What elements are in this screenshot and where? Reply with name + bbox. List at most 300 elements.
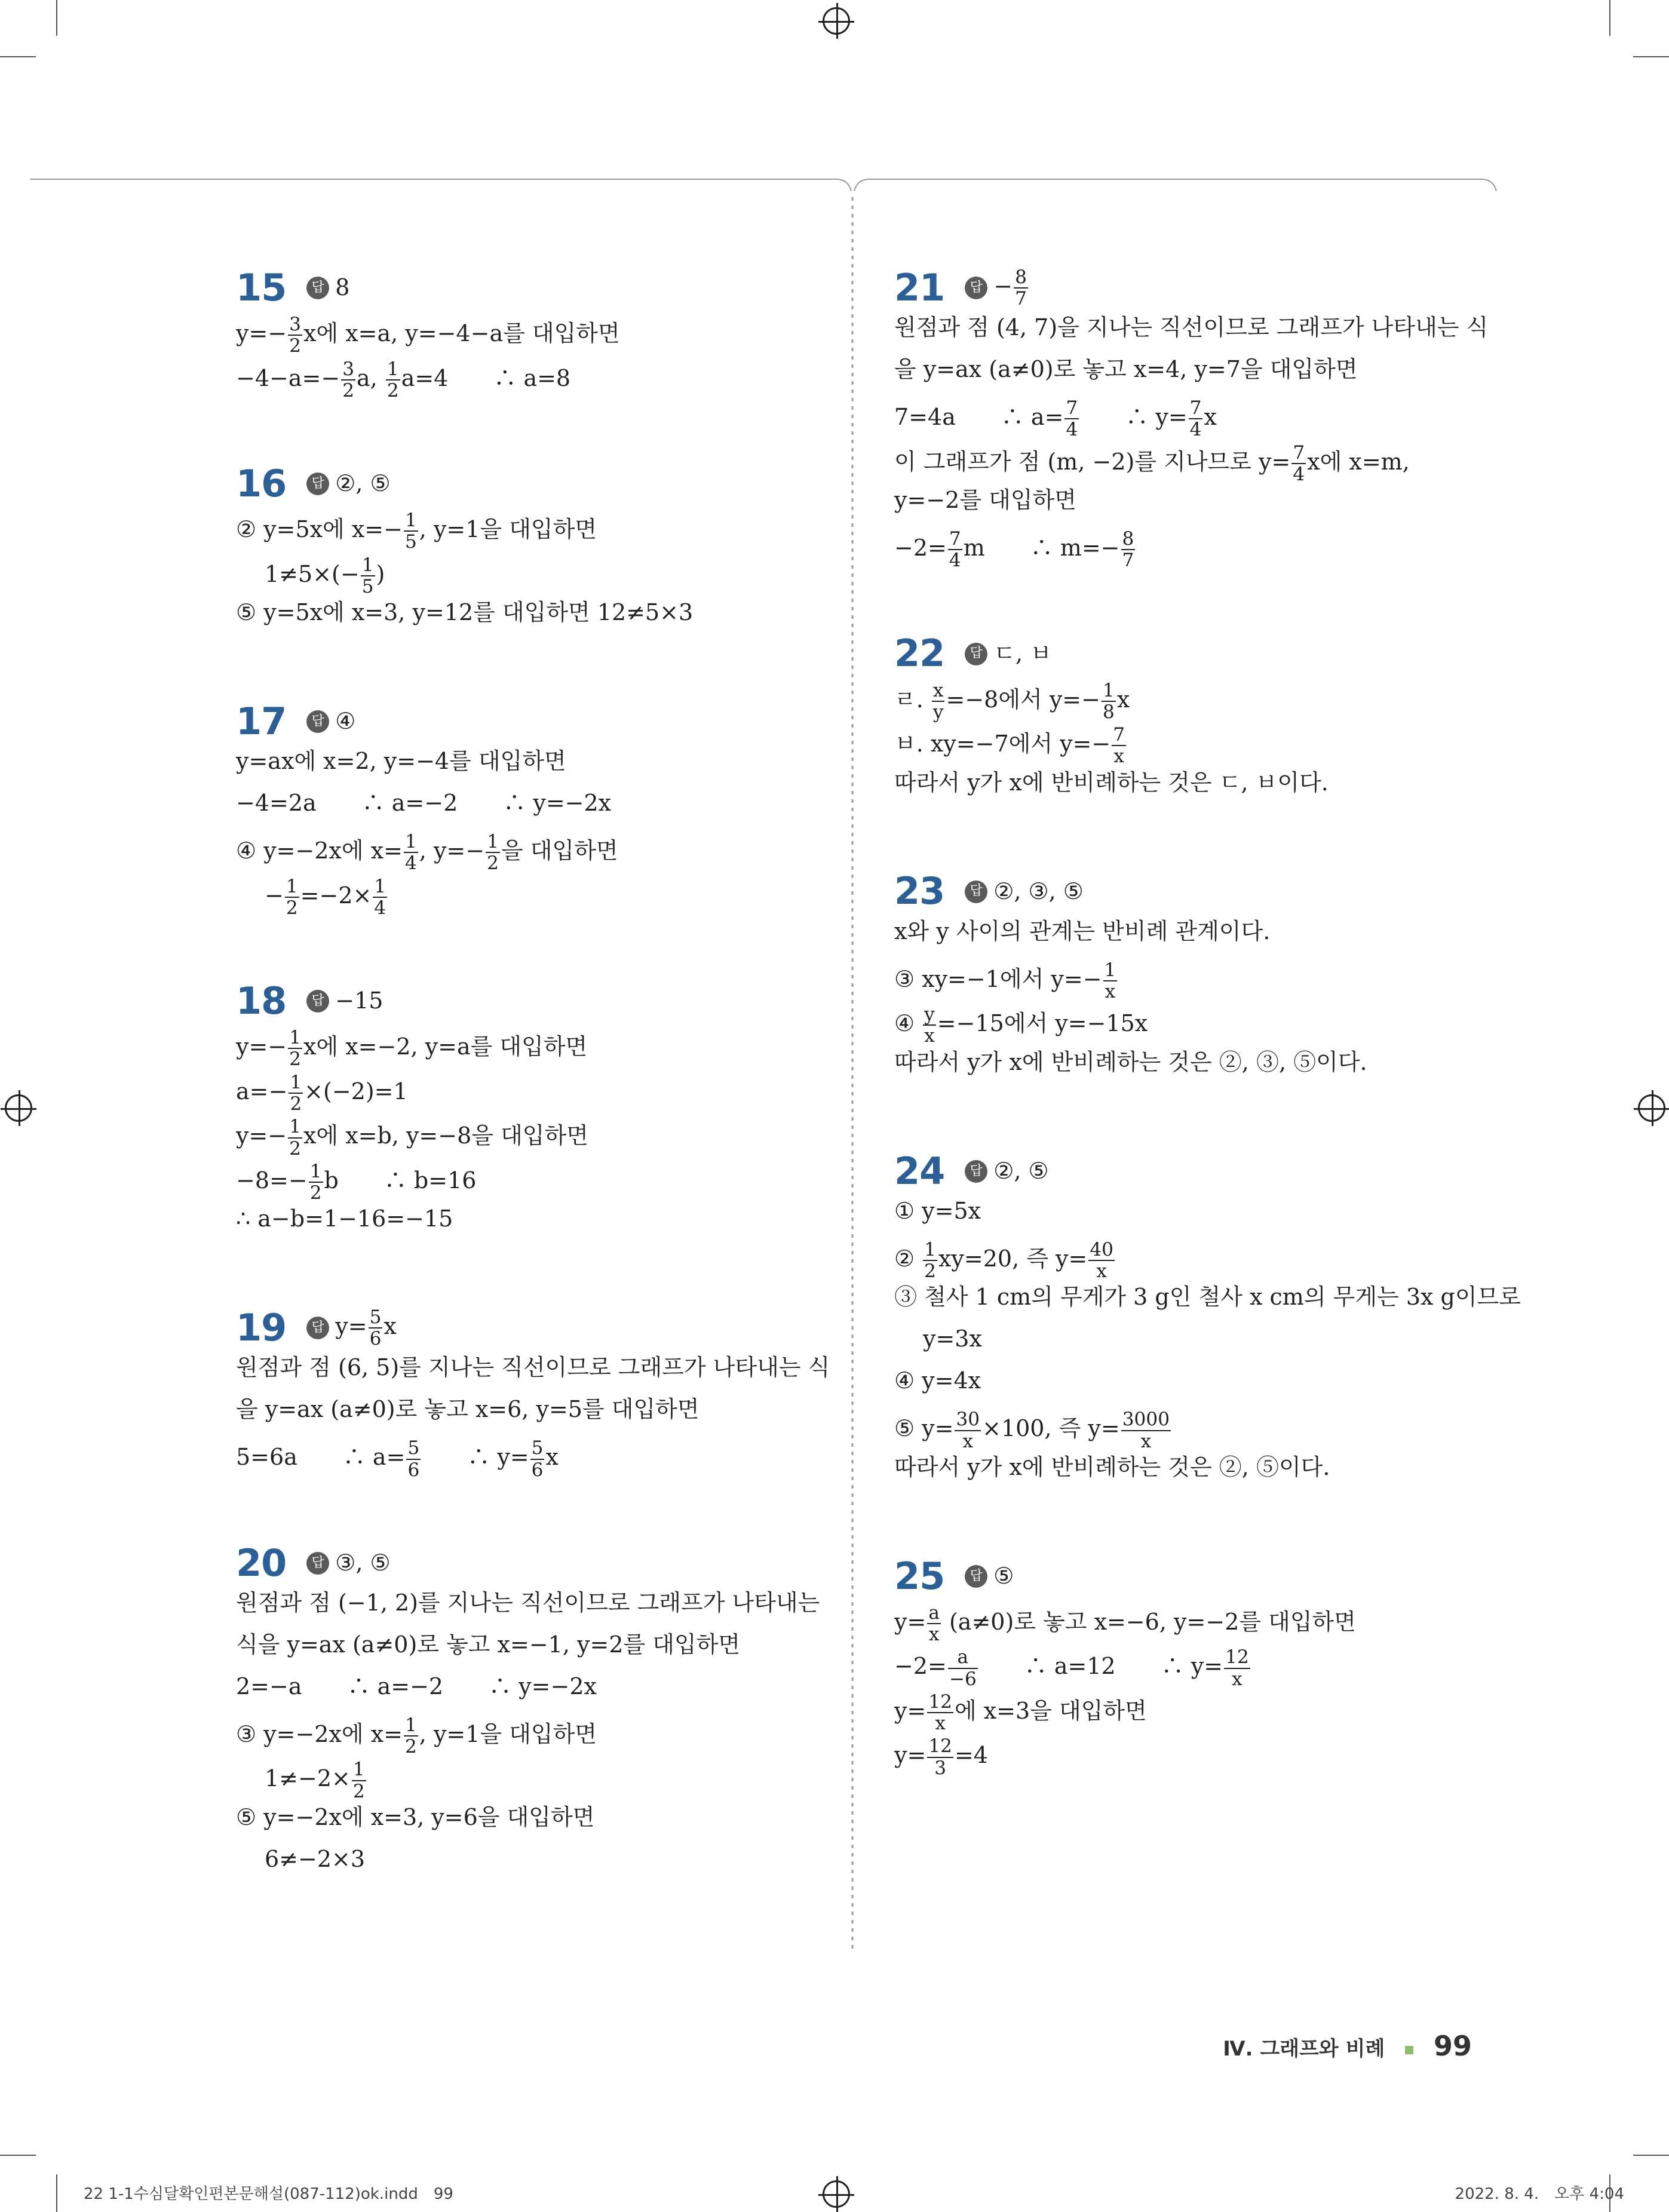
text-run: ② bbox=[894, 1245, 922, 1272]
text-run: x bbox=[545, 1444, 559, 1471]
solution-line bbox=[894, 1602, 1480, 1646]
text-run: , y=− bbox=[419, 837, 485, 864]
text-run: 따라서 y가 x에 반비례하는 것은 ㄷ, ㅂ이다. bbox=[894, 769, 1329, 796]
problem-header bbox=[236, 1303, 821, 1353]
fraction bbox=[406, 1438, 421, 1480]
fraction bbox=[948, 529, 962, 571]
text-run: a, bbox=[357, 364, 385, 391]
solution-line bbox=[894, 1196, 1480, 1238]
denominator: 6 bbox=[407, 1459, 420, 1481]
fraction bbox=[373, 876, 387, 919]
problem-header bbox=[894, 629, 1480, 679]
text-run: x에 x=a, y=−4−a를 대입하면 bbox=[303, 320, 620, 346]
problem-header bbox=[894, 867, 1480, 917]
problem-header bbox=[236, 459, 821, 509]
registration-mark-bottom bbox=[823, 2180, 850, 2208]
text-run: =4 bbox=[954, 1742, 988, 1769]
text-run: 원점과 점 (6, 5)를 지나는 직선이므로 그래프가 나타내는 식 bbox=[236, 1354, 830, 1381]
text-run: 1≠5×(− bbox=[265, 560, 360, 587]
numerator: 3000 bbox=[1122, 1409, 1170, 1431]
solution-line bbox=[894, 768, 1480, 810]
denominator: 2 bbox=[924, 1260, 936, 1282]
text-run: 5=6a ∴ a= bbox=[236, 1444, 406, 1471]
text-run: ① y=5x bbox=[894, 1197, 981, 1224]
answer-badge-icon: 답 bbox=[965, 643, 987, 665]
problem-22 bbox=[894, 629, 1480, 810]
answer-value: ②, ⑤ bbox=[993, 1157, 1049, 1184]
problem-header bbox=[236, 263, 821, 313]
solution-line bbox=[894, 959, 1480, 1004]
numerator: 7 bbox=[1293, 441, 1305, 464]
text-run: ③ y=−2x에 x= bbox=[236, 1720, 403, 1747]
fraction bbox=[288, 1116, 302, 1159]
denominator: x bbox=[928, 1624, 940, 1646]
denominator: 2 bbox=[404, 1736, 417, 1758]
denominator: 2 bbox=[286, 897, 298, 919]
answer-badge-icon: 답 bbox=[306, 277, 329, 299]
text-run: y=3x bbox=[923, 1326, 982, 1352]
solution-line bbox=[894, 1048, 1480, 1090]
denominator: x bbox=[962, 1430, 974, 1452]
numerator: 30 bbox=[956, 1409, 980, 1431]
text-run: a=4 ∴ a=8 bbox=[401, 364, 571, 391]
denominator: 2 bbox=[352, 1780, 365, 1802]
text-run: 을 y=ax (a≠0)로 놓고 x=4, y=7을 대입하면 bbox=[894, 356, 1358, 382]
text-run: x bbox=[1116, 686, 1130, 713]
solution-line bbox=[236, 1353, 830, 1395]
fraction bbox=[1224, 1647, 1250, 1689]
text-run: 1≠−2× bbox=[265, 1765, 351, 1792]
answer-value: ④ bbox=[335, 708, 356, 735]
solution-line bbox=[236, 1395, 821, 1437]
text-run: x bbox=[383, 1312, 397, 1339]
text-run: −4−a=− bbox=[236, 364, 340, 391]
problem-19 bbox=[236, 1303, 830, 1481]
text-run: ④ y=4x bbox=[894, 1367, 981, 1394]
text-run: , y=1을 대입하면 bbox=[419, 516, 597, 542]
text-run: ㄹ. bbox=[894, 686, 931, 713]
text-run: 2=−a ∴ a=−2 ∴ y=−2x bbox=[236, 1673, 597, 1699]
denominator: 8 bbox=[1102, 701, 1115, 723]
numerator: 12 bbox=[1225, 1646, 1249, 1668]
numerator: 5 bbox=[531, 1437, 544, 1459]
text-run: 이 그래프가 점 (m, −2)를 지나므로 y= bbox=[894, 448, 1291, 475]
solution-line bbox=[894, 1691, 1480, 1735]
numerator: 1 bbox=[286, 875, 298, 897]
numerator: 1 bbox=[1104, 959, 1116, 981]
numerator: 1 bbox=[289, 1027, 301, 1049]
problem-23 bbox=[894, 867, 1480, 1090]
fraction bbox=[288, 314, 302, 357]
text-run: ×(−2)=1 bbox=[304, 1078, 408, 1105]
numerator: 40 bbox=[1090, 1238, 1113, 1260]
text-run: y=− bbox=[236, 320, 287, 346]
fraction bbox=[1121, 529, 1136, 571]
text-run: ∴ a=12 ∴ y= bbox=[978, 1653, 1223, 1680]
text-run: 따라서 y가 x에 반비례하는 것은 ②, ③, ⑤이다. bbox=[894, 1048, 1367, 1075]
numerator: 1 bbox=[404, 510, 417, 532]
numerator: a bbox=[928, 1602, 940, 1624]
solution-line bbox=[894, 679, 1480, 724]
denominator: −6 bbox=[949, 1668, 977, 1690]
text-run: y=− bbox=[236, 1122, 287, 1149]
numerator: 1 bbox=[487, 831, 499, 853]
denominator: 7 bbox=[1122, 550, 1134, 572]
answer-badge-icon: 답 bbox=[306, 1552, 329, 1575]
answer-value: ③, ⑤ bbox=[335, 1550, 391, 1576]
text-run: ㅂ. xy=−7에서 y=− bbox=[894, 730, 1111, 757]
text-run: x에 x=b, y=−8을 대입하면 bbox=[303, 1122, 588, 1149]
denominator: y bbox=[932, 701, 944, 723]
problem-number: 15 bbox=[236, 265, 287, 309]
print-slug-date: 2022. 8. 4. 오후 4:04 bbox=[1455, 2185, 1624, 2203]
answer-badge-icon: 답 bbox=[306, 1317, 329, 1339]
denominator: 3 bbox=[934, 1757, 947, 1779]
numerator: 5 bbox=[369, 1306, 382, 1329]
problem-number: 19 bbox=[236, 1306, 287, 1350]
problem-number: 22 bbox=[894, 631, 945, 676]
text-run: y= bbox=[894, 1608, 926, 1635]
fraction bbox=[386, 359, 400, 401]
solution-line bbox=[894, 441, 1480, 486]
solution-line bbox=[894, 313, 1489, 355]
numerator: 1 bbox=[361, 554, 374, 576]
fraction bbox=[1102, 680, 1116, 723]
solution-line bbox=[236, 358, 821, 403]
text-run: x와 y 사이의 관계는 반비례 관계이다. bbox=[894, 918, 1271, 944]
numerator: 1 bbox=[290, 1071, 302, 1093]
solution-line bbox=[236, 875, 821, 920]
denominator: 4 bbox=[404, 852, 417, 875]
fraction bbox=[309, 1161, 323, 1204]
fraction bbox=[404, 510, 418, 553]
fraction bbox=[927, 1692, 953, 1734]
text-run: (a≠0)로 놓고 x=−6, y=−2를 대입하면 bbox=[941, 1608, 1356, 1635]
text-run: 원점과 점 (4, 7)을 지나는 직선이므로 그래프가 나타내는 식 bbox=[894, 314, 1489, 340]
numerator: 12 bbox=[928, 1735, 952, 1757]
numerator: x bbox=[932, 680, 945, 702]
denominator: x bbox=[1096, 1260, 1107, 1282]
solution-line bbox=[894, 1003, 1480, 1048]
registration-mark-right bbox=[1638, 1094, 1665, 1122]
solution-line bbox=[236, 554, 821, 599]
solution-line bbox=[236, 747, 821, 789]
text-run: ⑤ y=−2x에 x=3, y=6을 대입하면 bbox=[236, 1803, 595, 1830]
answer-badge-icon: 답 bbox=[306, 990, 329, 1013]
solution-line bbox=[236, 1672, 821, 1714]
solution-line bbox=[894, 1735, 1480, 1780]
solution-line bbox=[236, 1588, 821, 1630]
fraction bbox=[1121, 1409, 1171, 1452]
problem-number: 17 bbox=[236, 699, 287, 743]
fraction bbox=[404, 1715, 418, 1757]
numerator: 3 bbox=[342, 358, 355, 380]
problem-16 bbox=[236, 459, 821, 640]
text-run: ④ bbox=[894, 1010, 922, 1036]
numerator: 1 bbox=[289, 1116, 301, 1138]
text-run: a=− bbox=[236, 1078, 288, 1105]
fraction bbox=[1103, 960, 1118, 1002]
problem-number: 20 bbox=[236, 1541, 287, 1585]
denominator: 7 bbox=[1015, 288, 1027, 309]
numerator: a bbox=[948, 1647, 978, 1668]
text-run: 을 대입하면 bbox=[501, 837, 618, 864]
answer-badge-icon: 답 bbox=[965, 1160, 987, 1183]
solution-line bbox=[236, 1714, 821, 1759]
text-run: y=−2를 대입하면 bbox=[894, 487, 1076, 514]
numerator: 8 bbox=[1122, 528, 1134, 550]
denominator: 4 bbox=[949, 550, 961, 572]
problem-21 bbox=[894, 263, 1489, 572]
solution-line bbox=[236, 1845, 821, 1886]
answer-value bbox=[335, 1307, 397, 1349]
solution-line bbox=[236, 789, 821, 830]
problem-header bbox=[894, 1551, 1480, 1602]
text-run: 원점과 점 (−1, 2)를 지나는 직선이므로 그래프가 나타내는 bbox=[236, 1589, 820, 1616]
denominator: x bbox=[1113, 745, 1124, 768]
text-run: − bbox=[265, 882, 284, 909]
denominator: 2 bbox=[290, 1093, 302, 1115]
solution-line bbox=[894, 1366, 1480, 1408]
page-footer bbox=[1223, 2030, 1472, 2062]
denominator: x bbox=[1105, 980, 1116, 1002]
problem-25 bbox=[894, 1551, 1480, 1780]
solution-line bbox=[236, 1115, 821, 1160]
answer-value: ⑤ bbox=[993, 1562, 1014, 1589]
problem-number: 24 bbox=[894, 1149, 945, 1193]
fraction bbox=[955, 1409, 981, 1452]
denominator: 2 bbox=[309, 1182, 322, 1204]
problem-number: 18 bbox=[236, 978, 287, 1023]
denominator: 2 bbox=[386, 379, 399, 401]
numerator: 1 bbox=[404, 831, 417, 853]
fraction bbox=[923, 1240, 937, 1282]
text-run: 7=4a ∴ a= bbox=[894, 403, 1064, 430]
text-run: 을 y=ax (a≠0)로 놓고 x=6, y=5를 대입하면 bbox=[236, 1396, 699, 1423]
text-run: y=ax에 x=2, y=−4를 대입하면 bbox=[236, 748, 566, 775]
text-run: 식을 y=ax (a≠0)로 놓고 x=−1, y=2를 대입하면 bbox=[236, 1631, 741, 1658]
numerator: 7 bbox=[1113, 724, 1125, 746]
numerator: y bbox=[924, 1004, 935, 1026]
answer-badge-icon: 답 bbox=[965, 277, 987, 299]
fraction bbox=[927, 1603, 941, 1645]
fraction bbox=[369, 1307, 383, 1349]
answer-value: ②, ③, ⑤ bbox=[993, 878, 1084, 904]
solution-line bbox=[894, 1324, 1480, 1366]
problem-17 bbox=[236, 697, 821, 919]
numerator: 1 bbox=[386, 358, 399, 380]
denominator: 4 bbox=[1293, 463, 1305, 485]
answer-value: −15 bbox=[335, 987, 383, 1014]
solution-line bbox=[236, 598, 821, 640]
fraction bbox=[361, 555, 375, 597]
text-run: 따라서 y가 x에 반비례하는 것은 ②, ⑤이다. bbox=[894, 1453, 1330, 1480]
fraction bbox=[404, 832, 418, 874]
solution-line bbox=[894, 486, 1480, 527]
text-run: =−8에서 y=− bbox=[946, 686, 1100, 713]
solution-line bbox=[236, 1803, 821, 1845]
fraction bbox=[289, 1072, 303, 1115]
fraction bbox=[1291, 443, 1306, 485]
text-run: =−15에서 y=−15x bbox=[937, 1010, 1148, 1036]
numerator: 1 bbox=[1102, 679, 1115, 701]
denominator: 2 bbox=[289, 335, 301, 357]
solution-line bbox=[894, 1238, 1480, 1283]
solution-line bbox=[894, 355, 1480, 397]
text-run: y=− bbox=[236, 1033, 287, 1060]
text-run: −8=− bbox=[236, 1167, 308, 1194]
fraction bbox=[530, 1438, 545, 1480]
text-run: −2= bbox=[894, 534, 947, 561]
text-run: ∴ y= bbox=[1080, 403, 1188, 430]
numerator: 1 bbox=[374, 875, 386, 897]
text-run: 6≠−2×3 bbox=[265, 1845, 366, 1872]
solution-line bbox=[894, 917, 1480, 959]
solution-line bbox=[236, 1758, 821, 1803]
text-run: ③ xy=−1에서 y=− bbox=[894, 965, 1102, 992]
text-run: y= bbox=[894, 1742, 926, 1769]
solution-line bbox=[236, 1204, 821, 1246]
registration-mark-top bbox=[823, 7, 850, 35]
text-run: x에 x=m, bbox=[1307, 448, 1410, 475]
fraction bbox=[1014, 267, 1028, 309]
page-number: 99 bbox=[1433, 2030, 1472, 2062]
text-run: =−2× bbox=[300, 882, 372, 909]
solution-line bbox=[236, 1437, 821, 1481]
registration-mark-left bbox=[5, 1094, 32, 1122]
fraction bbox=[932, 680, 945, 723]
denominator: 4 bbox=[374, 897, 386, 919]
numerator: 1 bbox=[352, 1759, 365, 1781]
problem-number: 23 bbox=[894, 869, 945, 913]
answer-badge-icon: 답 bbox=[306, 473, 329, 495]
fraction bbox=[1112, 725, 1126, 767]
text-run: 에 x=3을 대입하면 bbox=[954, 1697, 1147, 1724]
text-run: ) bbox=[376, 560, 385, 587]
text-run: ③ 철사 1 cm의 무게가 3 g인 철사 x cm의 무게는 3x g이므로 bbox=[894, 1284, 1521, 1311]
text-run: x bbox=[1204, 403, 1217, 430]
answer-badge-icon: 답 bbox=[965, 1565, 987, 1588]
text-run: ② y=5x에 x=− bbox=[236, 516, 403, 542]
denominator: x bbox=[1140, 1430, 1152, 1452]
answer-badge-icon: 답 bbox=[965, 880, 987, 903]
solution-line bbox=[236, 1630, 821, 1672]
denominator: x bbox=[1232, 1668, 1242, 1690]
text-run: y= bbox=[894, 1697, 926, 1724]
solution-line bbox=[894, 1453, 1480, 1495]
fraction bbox=[288, 1027, 302, 1070]
problem-number: 25 bbox=[894, 1554, 945, 1598]
numerator: 12 bbox=[928, 1691, 952, 1713]
problem-18 bbox=[236, 976, 821, 1246]
denominator: 4 bbox=[1189, 419, 1202, 441]
answer-value bbox=[993, 267, 1029, 309]
solution-line bbox=[236, 1026, 821, 1071]
answer-value: 8 bbox=[335, 274, 350, 301]
numerator: 8 bbox=[1015, 266, 1027, 288]
answer-badge-icon: 답 bbox=[306, 710, 329, 733]
problem-header bbox=[236, 976, 821, 1026]
text-run: ④ y=−2x에 x= bbox=[236, 837, 403, 864]
denominator: 6 bbox=[531, 1459, 544, 1481]
text-run: −2= bbox=[894, 1653, 947, 1680]
solution-line bbox=[894, 723, 1480, 768]
fraction bbox=[1064, 398, 1079, 440]
answer-value: ㄷ, ㅂ bbox=[993, 640, 1052, 667]
problem-header bbox=[894, 1146, 1480, 1196]
denominator: 5 bbox=[361, 575, 374, 597]
numerator: 1 bbox=[404, 1714, 417, 1736]
text-run: xy=20, 즉 y= bbox=[938, 1245, 1088, 1272]
text-run: ∴ a−b=1−16=−15 bbox=[236, 1205, 453, 1232]
numerator: 1 bbox=[309, 1160, 322, 1182]
text-run: b ∴ b=16 bbox=[324, 1167, 477, 1194]
solution-line bbox=[236, 1071, 821, 1116]
text-run: x에 x=−2, y=a를 대입하면 bbox=[303, 1033, 588, 1060]
fraction bbox=[948, 1647, 978, 1689]
problem-header bbox=[236, 697, 821, 747]
text-run: ⑤ y=5x에 x=3, y=12를 대입하면 12≠5×3 bbox=[236, 599, 694, 626]
solution-line bbox=[894, 1646, 1480, 1691]
denominator: x bbox=[935, 1713, 946, 1735]
solution-line bbox=[894, 1283, 1521, 1324]
numerator: 7 bbox=[1066, 397, 1078, 419]
fraction bbox=[486, 832, 500, 874]
text-run: − bbox=[993, 272, 1013, 299]
fraction bbox=[1088, 1240, 1115, 1282]
numerator: 7 bbox=[1189, 397, 1202, 419]
denominator: x bbox=[924, 1025, 935, 1047]
fraction bbox=[285, 876, 299, 919]
separator-square bbox=[1405, 2046, 1413, 2054]
fraction bbox=[352, 1759, 366, 1802]
text-run: ×100, 즉 y= bbox=[982, 1415, 1120, 1442]
denominator: 2 bbox=[342, 379, 355, 401]
numerator: 7 bbox=[949, 528, 961, 550]
print-slug-file: 22 1-1수심달확인편본문해설(087-112)ok.indd 99 bbox=[84, 2185, 453, 2203]
problem-header bbox=[894, 263, 1480, 313]
problem-20 bbox=[236, 1538, 821, 1886]
text-run: m ∴ m=− bbox=[963, 534, 1120, 561]
solution-line bbox=[894, 1408, 1480, 1453]
solution-line bbox=[236, 509, 821, 554]
solution-line bbox=[894, 397, 1480, 441]
fraction bbox=[1189, 398, 1203, 440]
text-run: ∴ y= bbox=[422, 1444, 529, 1471]
solution-line bbox=[236, 313, 821, 358]
left-column bbox=[236, 263, 830, 1943]
answer-value: ②, ⑤ bbox=[335, 470, 391, 497]
text-run: , y=1을 대입하면 bbox=[419, 1720, 597, 1747]
solution-line bbox=[236, 830, 821, 875]
problem-number: 16 bbox=[236, 461, 287, 505]
denominator: 2 bbox=[289, 1048, 301, 1070]
numerator: 1 bbox=[924, 1238, 936, 1260]
section-title: Ⅳ. 그래프와 비례 bbox=[1223, 2037, 1385, 2061]
numerator: 5 bbox=[407, 1437, 420, 1459]
text-run: ⑤ y= bbox=[894, 1415, 954, 1442]
denominator: 4 bbox=[1066, 419, 1078, 441]
denominator: 2 bbox=[487, 852, 499, 875]
fraction bbox=[341, 359, 355, 401]
numerator: 3 bbox=[289, 314, 301, 335]
right-column bbox=[894, 263, 1521, 1836]
problem-header bbox=[236, 1538, 821, 1588]
text-run: y= bbox=[335, 1312, 367, 1339]
solution-line bbox=[236, 1160, 821, 1205]
denominator: 2 bbox=[289, 1137, 301, 1159]
fraction bbox=[927, 1736, 953, 1778]
